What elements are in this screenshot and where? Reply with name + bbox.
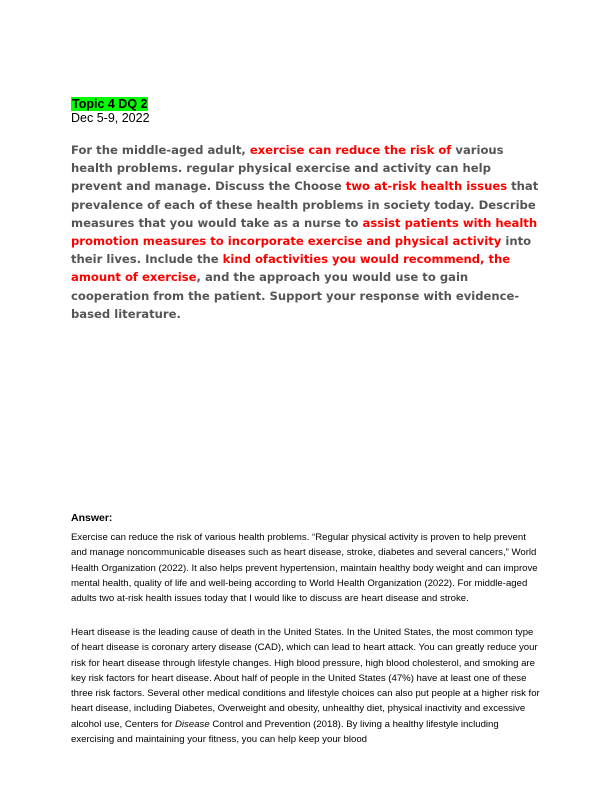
prompt-text: various health problems. regular physical exercise and activity can help prevent and manage. Discuss the Choose bbox=[71, 143, 504, 194]
prompt-text: into their lives. Include the bbox=[71, 234, 532, 267]
date-range: Dec 5-9, 2022 bbox=[71, 111, 150, 125]
prompt-text: , and the approach you would use to gain cooperation from the patient. Support your response with evidence-based literature. bbox=[71, 270, 520, 321]
answer-paragraph bbox=[71, 625, 543, 747]
prompt-emphasis: kind ofactivities you would recommend, the amount of exercise bbox=[71, 252, 511, 285]
italic-text: Disease bbox=[175, 718, 210, 730]
paragraph-text: Control and Prevention (2018). By living a healthy lifestyle including exercising and maintaining your fitness, you can help keep your blood bbox=[71, 718, 499, 746]
topic-title: Topic 4 DQ 2 bbox=[72, 97, 148, 111]
answer-paragraph: Exercise can reduce the risk of various health problems. “Regular physical activity is proven to help prevent and manage noncommunicable diseases such as heart disease, stroke, diabetes and several cancers,” World Health Organization (2022). It also helps prevent hypertension, maintain healthy body weight and can improve mental health, quality of life and well-being according to World Health Organization (2022). For middle-aged adults two at-risk health issues today that I would like to discuss are heart disease and stroke. bbox=[71, 532, 538, 605]
prompt-emphasis: assist patients with health promotion measures to incorporate exercise and physical activity bbox=[71, 215, 538, 249]
prompt-emphasis: exercise can reduce the risk of bbox=[249, 143, 452, 157]
paragraph-text: Heart disease is the leading cause of death in the United States. In the United States, the most common type of heart disease is coronary artery disease (CAD), which can lead to heart attack. You can greatly reduce your risk for heart disease through lifestyle changes. High blood pressure, high blood cholesterol, and smoking are key risk factors for heart disease. About half of people in the United States (47%) have at least one of these three risk factors. Several other medical conditions and lifestyle choices can also put people at a higher risk for heart disease, including Diabetes, Overweight and obesity, unhealthy diet, physical inactivity and excessive alcohol use, Centers for bbox=[71, 627, 540, 730]
discussion-prompt bbox=[71, 141, 546, 323]
prompt-text: For the middle-aged adult, bbox=[71, 143, 250, 157]
prompt-text: that prevalence of each of these health problems in society today. Describe measures that you would take as a nurse to bbox=[71, 179, 539, 230]
prompt-emphasis: two at-risk health issues bbox=[345, 179, 508, 194]
answer-heading: Answer: bbox=[71, 512, 113, 524]
